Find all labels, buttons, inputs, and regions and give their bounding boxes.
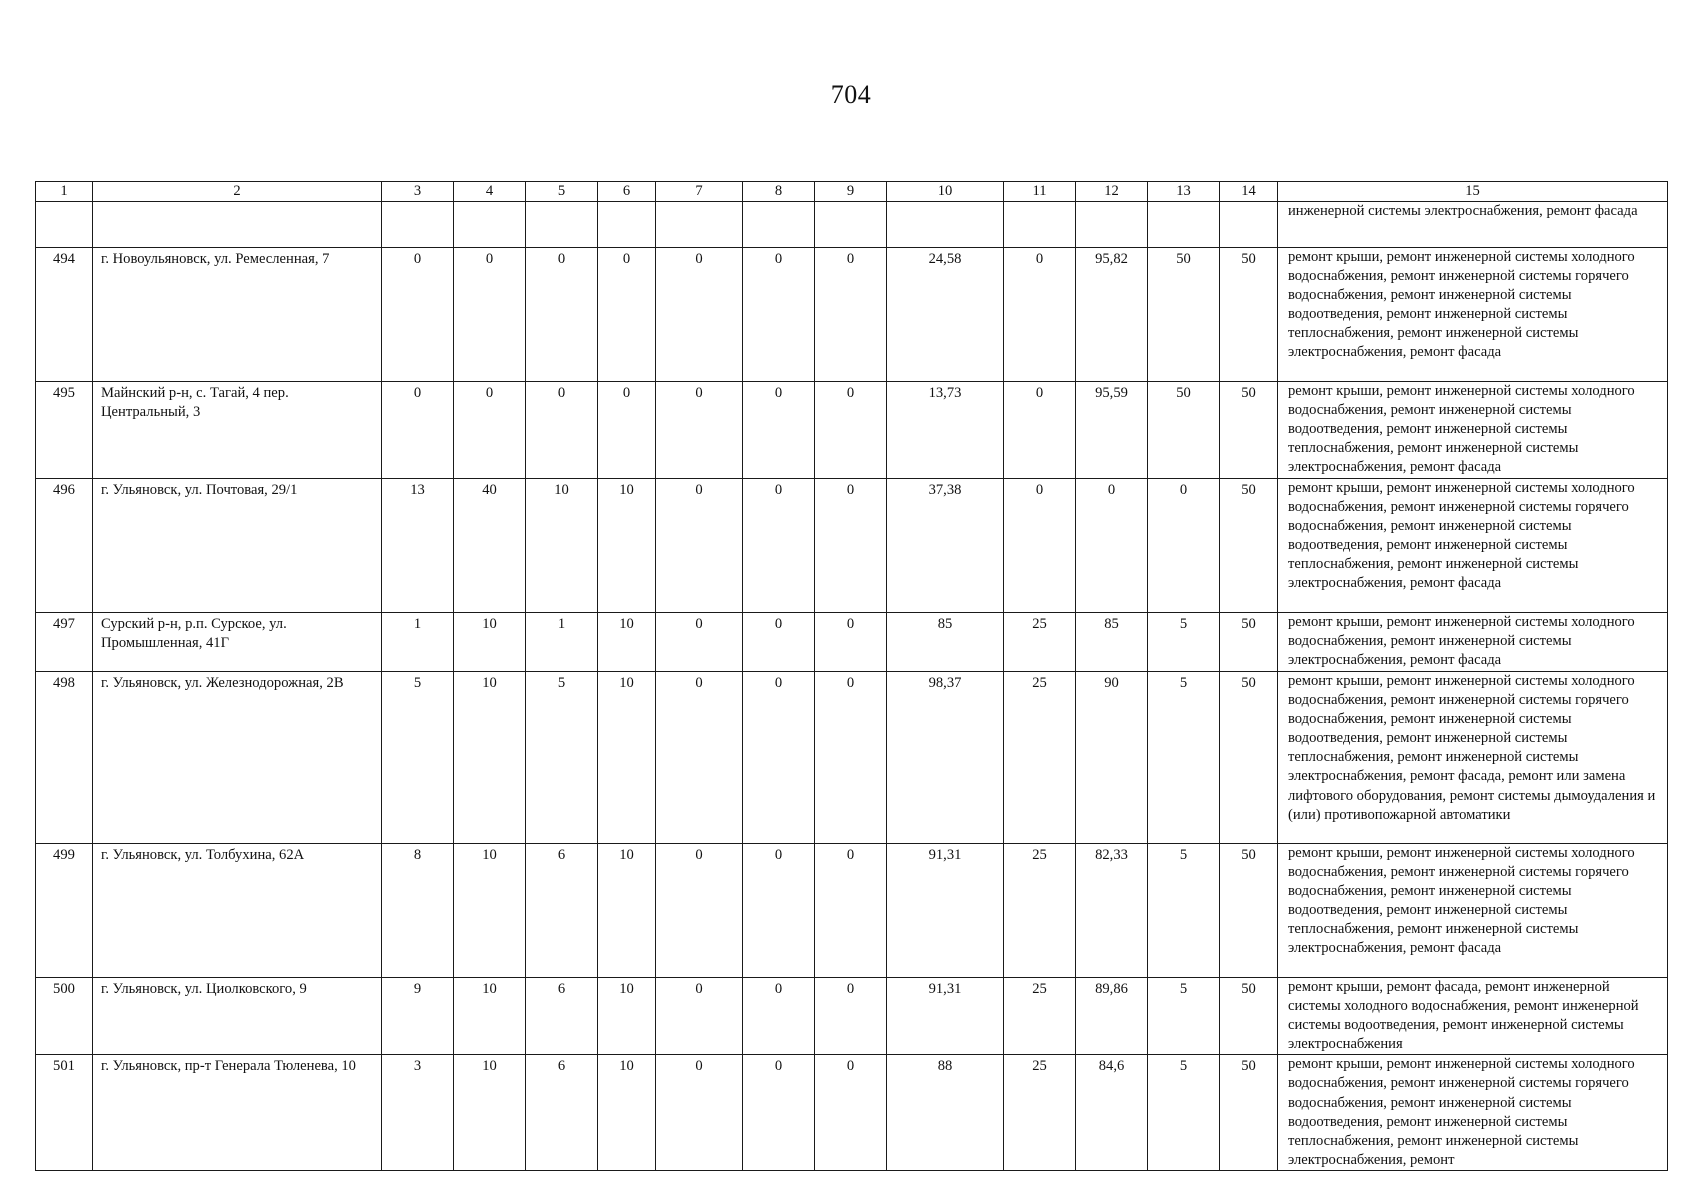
- table-cell: [1148, 202, 1220, 248]
- value-cell: 8: [382, 844, 454, 978]
- table-cell: [656, 202, 743, 248]
- value-cell: 5: [1148, 613, 1220, 672]
- table-cell: [1220, 202, 1278, 248]
- works-cell: ремонт крыши, ремонт фасада, ремонт инженерной системы холодного водоснабжения, ремонт инженерной системы водоотведения, ремонт инженерной системы электроснабжения: [1278, 978, 1668, 1055]
- works-cell: ремонт крыши, ремонт инженерной системы холодного водоснабжения, ремонт инженерной системы горячего водоснабжения, ремонт инженерной системы водоотведения, ремонт инженерной системы теплоснабжения, ремонт инженерной системы электроснабжения, ремонт фасада, ремонт или замена лифтового оборудования, ремонт системы дымоудаления и (или) противопожарной автоматики: [1278, 672, 1668, 844]
- value-cell: 0: [815, 613, 887, 672]
- value-cell: 13: [382, 479, 454, 613]
- value-cell: 37,38: [887, 479, 1004, 613]
- column-header: 4: [454, 182, 526, 202]
- value-cell: 1: [382, 613, 454, 672]
- value-cell: 0: [382, 382, 454, 479]
- column-header: 14: [1220, 182, 1278, 202]
- value-cell: 0: [815, 978, 887, 1055]
- value-cell: 0: [656, 672, 743, 844]
- table-cell: [36, 202, 93, 248]
- address-cell: г. Ульяновск, ул. Циолковского, 9: [93, 978, 382, 1055]
- value-cell: 50: [1220, 613, 1278, 672]
- value-cell: 3: [382, 1055, 454, 1171]
- value-cell: 0: [815, 844, 887, 978]
- value-cell: 0: [743, 1055, 815, 1171]
- value-cell: 0: [743, 248, 815, 382]
- column-header: 9: [815, 182, 887, 202]
- table-cell: [887, 202, 1004, 248]
- table-row: [36, 479, 1668, 613]
- column-number-row: [36, 182, 1668, 202]
- address-cell: г. Ульяновск, пр-т Генерала Тюленева, 10: [93, 1055, 382, 1171]
- value-cell: 0: [815, 672, 887, 844]
- address-cell: г. Ульяновск, ул. Толбухина, 62А: [93, 844, 382, 978]
- column-header: 3: [382, 182, 454, 202]
- value-cell: 10: [454, 672, 526, 844]
- value-cell: 10: [598, 479, 656, 613]
- column-header: 10: [887, 182, 1004, 202]
- value-cell: 50: [1148, 382, 1220, 479]
- value-cell: 0: [656, 613, 743, 672]
- column-header: 1: [36, 182, 93, 202]
- value-cell: 0: [815, 248, 887, 382]
- table-cell: [93, 202, 382, 248]
- address-cell: г. Ульяновск, ул. Почтовая, 29/1: [93, 479, 382, 613]
- column-header: 6: [598, 182, 656, 202]
- value-cell: 5: [1148, 1055, 1220, 1171]
- value-cell: 0: [656, 248, 743, 382]
- value-cell: 10: [598, 844, 656, 978]
- value-cell: 50: [1148, 248, 1220, 382]
- value-cell: 1: [526, 613, 598, 672]
- value-cell: 50: [1220, 248, 1278, 382]
- value-cell: 0: [382, 248, 454, 382]
- column-header: 13: [1148, 182, 1220, 202]
- value-cell: 91,31: [887, 844, 1004, 978]
- value-cell: 6: [526, 978, 598, 1055]
- address-cell: Сурский р-н, р.п. Сурское, ул. Промышленная, 41Г: [93, 613, 382, 672]
- column-header: 8: [743, 182, 815, 202]
- value-cell: 0: [1004, 382, 1076, 479]
- value-cell: 5: [1148, 672, 1220, 844]
- repair-registry-table: [35, 181, 1668, 1171]
- value-cell: 85: [1076, 613, 1148, 672]
- value-cell: 88: [887, 1055, 1004, 1171]
- value-cell: 90: [1076, 672, 1148, 844]
- value-cell: 0: [815, 1055, 887, 1171]
- value-cell: 95,82: [1076, 248, 1148, 382]
- value-cell: 10: [598, 978, 656, 1055]
- value-cell: 50: [1220, 382, 1278, 479]
- table-cell: [382, 202, 454, 248]
- value-cell: 0: [743, 844, 815, 978]
- value-cell: 10: [454, 978, 526, 1055]
- value-cell: 10: [598, 672, 656, 844]
- value-cell: 10: [454, 1055, 526, 1171]
- value-cell: 25: [1004, 844, 1076, 978]
- value-cell: 50: [1220, 844, 1278, 978]
- value-cell: 24,58: [887, 248, 1004, 382]
- value-cell: 95,59: [1076, 382, 1148, 479]
- works-cell: ремонт крыши, ремонт инженерной системы холодного водоснабжения, ремонт инженерной системы водоотведения, ремонт инженерной системы теплоснабжения, ремонт инженерной системы электроснабжения, ремонт фасада: [1278, 382, 1668, 479]
- value-cell: 0: [743, 978, 815, 1055]
- table-cell: [815, 202, 887, 248]
- value-cell: 50: [1220, 1055, 1278, 1171]
- value-cell: 91,31: [887, 978, 1004, 1055]
- value-cell: 0: [454, 382, 526, 479]
- row-number: 496: [36, 479, 93, 613]
- row-number: 497: [36, 613, 93, 672]
- value-cell: 0: [1004, 479, 1076, 613]
- column-header: 5: [526, 182, 598, 202]
- value-cell: 5: [1148, 844, 1220, 978]
- value-cell: 10: [454, 844, 526, 978]
- table-cell: [1004, 202, 1076, 248]
- value-cell: 25: [1004, 978, 1076, 1055]
- value-cell: 25: [1004, 1055, 1076, 1171]
- value-cell: 0: [743, 479, 815, 613]
- works-cell: ремонт крыши, ремонт инженерной системы холодного водоснабжения, ремонт инженерной системы горячего водоснабжения, ремонт инженерной системы водоотведения, ремонт инженерной системы теплоснабжения, ремонт инженерной системы электроснабжения, ремонт фасада: [1278, 844, 1668, 978]
- row-number: 499: [36, 844, 93, 978]
- continuation-row: [36, 202, 1668, 248]
- address-cell: г. Ульяновск, ул. Железнодорожная, 2В: [93, 672, 382, 844]
- table-row: [36, 248, 1668, 382]
- value-cell: 0: [598, 248, 656, 382]
- table-row: [36, 672, 1668, 844]
- value-cell: 0: [526, 248, 598, 382]
- value-cell: 10: [598, 1055, 656, 1171]
- value-cell: 84,6: [1076, 1055, 1148, 1171]
- works-cell: ремонт крыши, ремонт инженерной системы холодного водоснабжения, ремонт инженерной системы электроснабжения, ремонт фасада: [1278, 613, 1668, 672]
- value-cell: 5: [1148, 978, 1220, 1055]
- table-row: [36, 978, 1668, 1055]
- row-number: 494: [36, 248, 93, 382]
- table-cell: [743, 202, 815, 248]
- value-cell: 5: [382, 672, 454, 844]
- value-cell: 0: [598, 382, 656, 479]
- value-cell: 50: [1220, 672, 1278, 844]
- address-cell: г. Новоульяновск, ул. Ремесленная, 7: [93, 248, 382, 382]
- value-cell: 10: [454, 613, 526, 672]
- column-header: 15: [1278, 182, 1668, 202]
- value-cell: 0: [815, 479, 887, 613]
- value-cell: 10: [526, 479, 598, 613]
- address-cell: Майнский р-н, с. Тагай, 4 пер. Центральный, 3: [93, 382, 382, 479]
- value-cell: 13,73: [887, 382, 1004, 479]
- row-number: 501: [36, 1055, 93, 1171]
- works-cell: ремонт крыши, ремонт инженерной системы холодного водоснабжения, ремонт инженерной системы горячего водоснабжения, ремонт инженерной системы водоотведения, ремонт инженерной системы теплоснабжения, ремонт инженерной системы электроснабжения, ремонт фасада: [1278, 248, 1668, 382]
- value-cell: 0: [656, 844, 743, 978]
- value-cell: 0: [1148, 479, 1220, 613]
- value-cell: 0: [454, 248, 526, 382]
- value-cell: 5: [526, 672, 598, 844]
- value-cell: 98,37: [887, 672, 1004, 844]
- table-row: [36, 1055, 1668, 1171]
- value-cell: 0: [815, 382, 887, 479]
- value-cell: 0: [656, 382, 743, 479]
- value-cell: 6: [526, 1055, 598, 1171]
- column-header: 11: [1004, 182, 1076, 202]
- table-row: [36, 844, 1668, 978]
- value-cell: 0: [656, 1055, 743, 1171]
- works-cell: ремонт крыши, ремонт инженерной системы холодного водоснабжения, ремонт инженерной системы горячего водоснабжения, ремонт инженерной системы водоотведения, ремонт инженерной системы теплоснабжения, ремонт инженерной системы электроснабжения, ремонт фасада: [1278, 479, 1668, 613]
- value-cell: 0: [743, 672, 815, 844]
- row-number: 495: [36, 382, 93, 479]
- value-cell: 6: [526, 844, 598, 978]
- value-cell: 0: [1004, 248, 1076, 382]
- table-cell: [454, 202, 526, 248]
- value-cell: 0: [743, 613, 815, 672]
- row-number: 500: [36, 978, 93, 1055]
- table-row: [36, 613, 1668, 672]
- column-header: 12: [1076, 182, 1148, 202]
- works-cell: ремонт крыши, ремонт инженерной системы холодного водоснабжения, ремонт инженерной системы горячего водоснабжения, ремонт инженерной системы водоотведения, ремонт инженерной системы теплоснабжения, ремонт инженерной системы электроснабжения, ремонт: [1278, 1055, 1668, 1171]
- page-number: 704: [830, 80, 872, 109]
- table-cell: [526, 202, 598, 248]
- value-cell: 0: [656, 978, 743, 1055]
- value-cell: 0: [656, 479, 743, 613]
- table-row: [36, 382, 1668, 479]
- value-cell: 9: [382, 978, 454, 1055]
- value-cell: 0: [1076, 479, 1148, 613]
- column-header: 2: [93, 182, 382, 202]
- table-cell: [1076, 202, 1148, 248]
- value-cell: 25: [1004, 672, 1076, 844]
- value-cell: 89,86: [1076, 978, 1148, 1055]
- value-cell: 10: [598, 613, 656, 672]
- value-cell: 50: [1220, 978, 1278, 1055]
- row-number: 498: [36, 672, 93, 844]
- value-cell: 85: [887, 613, 1004, 672]
- value-cell: 25: [1004, 613, 1076, 672]
- value-cell: 82,33: [1076, 844, 1148, 978]
- value-cell: 40: [454, 479, 526, 613]
- table-cell: [598, 202, 656, 248]
- works-cell: инженерной системы электроснабжения, ремонт фасада: [1278, 202, 1668, 248]
- column-header: 7: [656, 182, 743, 202]
- value-cell: 0: [526, 382, 598, 479]
- value-cell: 50: [1220, 479, 1278, 613]
- value-cell: 0: [743, 382, 815, 479]
